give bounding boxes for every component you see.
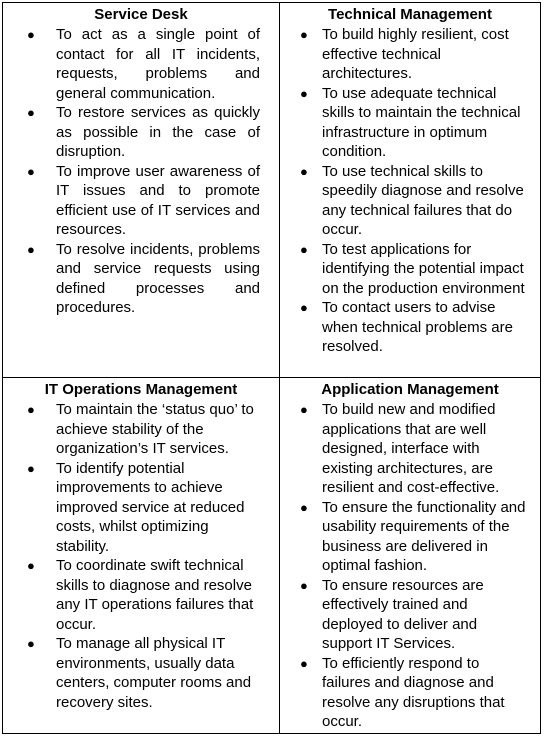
list-item: ● To build highly resilient, cost effective technical architectures. (300, 26, 509, 82)
list-item: ● To resolve incidents, problems and service requests using defined processes and procedures. (27, 240, 260, 316)
it-operations-management-cell (3, 378, 280, 733)
application-management-cell (280, 378, 540, 733)
bullet-icon: ● (27, 105, 35, 120)
list-item: ● To restore services as quickly as possible in the case of disruption. (27, 104, 260, 160)
it-operations-management-list (3, 400, 279, 712)
service-desk-list (3, 25, 279, 318)
application-management-title: Application Management (321, 381, 499, 398)
list-item: ● To test applications for identifying the potential impact on the production environment (300, 240, 525, 297)
service-desk-title: Service Desk (94, 6, 188, 23)
bullet-icon: ● (300, 577, 308, 593)
bullet-icon: ● (27, 163, 35, 179)
technical-management-title: Technical Management (328, 6, 492, 23)
list-item: ● To identify potential improvements to achieve improved service at reduced costs, whilst optimizing stability. (27, 459, 245, 555)
bullet-icon: ● (27, 558, 35, 573)
technical-management-list (280, 25, 540, 357)
bullet-icon: ● (300, 27, 308, 42)
bullet-icon: ● (27, 27, 35, 42)
bullet-icon: ● (300, 499, 308, 515)
bullet-icon: ● (27, 636, 35, 651)
list-item: ● To ensure resources are effectively trained and deployed to deliver and support IT Services. (300, 576, 484, 652)
bullet-icon: ● (300, 300, 308, 315)
list-item: ● To ensure the functionality and usability requirements of the business are delivered in optimal fashion. (300, 498, 526, 574)
list-item: ● To maintain the ‘status quo’ to achieve stability of the organization’s IT services. (27, 401, 254, 457)
bullet-icon: ● (300, 241, 308, 257)
list-item: ● To use technical skills to speedily diagnose and resolve any technical failures that do occur. (300, 162, 524, 238)
list-item: ● To build new and modified applications that are well designed, interface with existing architectures, are resilient and cost-effective. (300, 401, 500, 496)
list-item: ● To use adequate technical skills to maintain the technical infrastructure in optimum condition. (300, 84, 521, 160)
list-item: ● To improve user awareness of IT issues and to promote efficient use of IT services and resources. (27, 162, 260, 238)
bullet-icon: ● (27, 402, 35, 417)
list-item: ● To contact users to advise when technical problems are resolved. (300, 299, 513, 355)
bullet-icon: ● (300, 85, 308, 101)
bullet-icon: ● (27, 241, 35, 257)
functions-table (2, 2, 541, 734)
it-operations-management-title: IT Operations Management (44, 381, 238, 398)
bullet-icon: ● (300, 402, 308, 417)
bullet-icon: ● (300, 163, 308, 179)
list-item: ● To act as a single point of contact for all IT incidents, requests, problems and general communication. (27, 26, 260, 102)
list-item: ● To coordinate swift technical skills to diagnose and resolve any IT operations failures that occur. (27, 557, 254, 633)
bullet-icon: ● (300, 655, 308, 671)
list-item: ● To manage all physical IT environments, usually data centers, computer rooms and recovery sites. (27, 635, 252, 711)
list-item: ● To efficiently respond to failures and diagnose and resolve any disruptions that occur. (300, 654, 505, 730)
application-management-list (280, 400, 540, 732)
bullet-icon: ● (27, 460, 35, 476)
technical-management-cell (280, 3, 540, 378)
service-desk-cell (3, 3, 280, 378)
